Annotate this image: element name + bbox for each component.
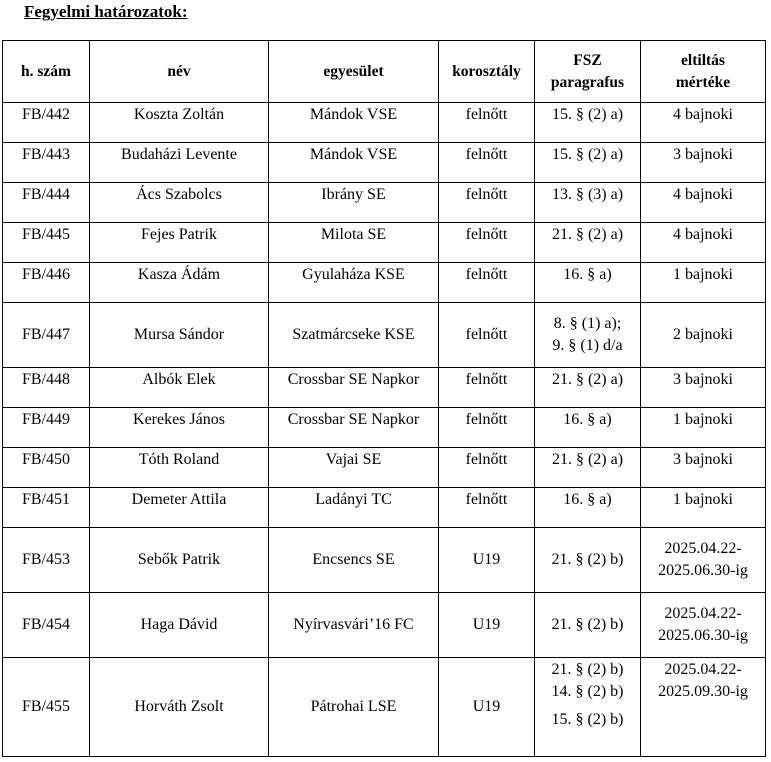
cell-number: FB/455 xyxy=(3,658,90,757)
cell-penalty: 2 bajnoki xyxy=(641,303,766,368)
cell-age-group: felnőtt xyxy=(439,303,535,368)
cell-paragraph: 16. § a) xyxy=(535,263,641,303)
cell-club: Mándok VSE xyxy=(269,143,439,183)
cell-age-group: felnőtt xyxy=(439,183,535,223)
cell-number: FB/453 xyxy=(3,528,90,593)
cell-name: Sebők Patrik xyxy=(90,528,269,593)
cell-number: FB/451 xyxy=(3,488,90,528)
header-club: egyesület xyxy=(269,41,439,103)
cell-penalty: 3 bajnoki xyxy=(641,368,766,408)
cell-age-group: felnőtt xyxy=(439,223,535,263)
table-row xyxy=(3,658,766,757)
disciplinary-table xyxy=(2,40,766,757)
cell-penalty: 2025.04.22- 2025.06.30-ig xyxy=(641,528,766,593)
table-row xyxy=(3,593,766,658)
table-row xyxy=(3,488,766,528)
cell-paragraph: 16. § a) xyxy=(535,488,641,528)
page-title: Fegyelmi határozatok: xyxy=(24,2,188,21)
cell-penalty: 4 bajnoki xyxy=(641,223,766,263)
table-row xyxy=(3,448,766,488)
cell-paragraph: 21. § (2) a) xyxy=(535,448,641,488)
cell-paragraph: 21. § (2) b) xyxy=(535,528,641,593)
header-name: név xyxy=(90,41,269,103)
table-row xyxy=(3,143,766,183)
table-row xyxy=(3,408,766,448)
cell-penalty: 3 bajnoki xyxy=(641,448,766,488)
cell-name: Kerekes János xyxy=(90,408,269,448)
cell-penalty: 4 bajnoki xyxy=(641,103,766,143)
cell-number: FB/443 xyxy=(3,143,90,183)
cell-club: Vajai SE xyxy=(269,448,439,488)
cell-name: Haga Dávid xyxy=(90,593,269,658)
cell-number: FB/447 xyxy=(3,303,90,368)
table-row xyxy=(3,103,766,143)
cell-penalty: 1 bajnoki xyxy=(641,488,766,528)
cell-number: FB/446 xyxy=(3,263,90,303)
cell-age-group: U19 xyxy=(439,593,535,658)
cell-club: Gyulaháza KSE xyxy=(269,263,439,303)
cell-club: Crossbar SE Napkor xyxy=(269,408,439,448)
cell-number: FB/449 xyxy=(3,408,90,448)
cell-paragraph: 15. § (2) a) xyxy=(535,103,641,143)
cell-paragraph: 21. § (2) b) 14. § (2) b) 15. § (2) b) xyxy=(535,658,641,757)
cell-paragraph: 21. § (2) a) xyxy=(535,368,641,408)
cell-penalty: 2025.04.22- 2025.06.30-ig xyxy=(641,593,766,658)
cell-number: FB/445 xyxy=(3,223,90,263)
table-row xyxy=(3,223,766,263)
cell-age-group: felnőtt xyxy=(439,408,535,448)
cell-penalty: 1 bajnoki xyxy=(641,408,766,448)
cell-age-group: felnőtt xyxy=(439,143,535,183)
cell-age-group: U19 xyxy=(439,658,535,757)
cell-name: Budaházi Levente xyxy=(90,143,269,183)
cell-name: Demeter Attila xyxy=(90,488,269,528)
cell-name: Horváth Zsolt xyxy=(90,658,269,757)
cell-number: FB/444 xyxy=(3,183,90,223)
cell-age-group: felnőtt xyxy=(439,448,535,488)
cell-paragraph: 16. § a) xyxy=(535,408,641,448)
cell-club: Crossbar SE Napkor xyxy=(269,368,439,408)
cell-name: Koszta Zoltán xyxy=(90,103,269,143)
cell-name: Mursa Sándor xyxy=(90,303,269,368)
cell-number: FB/448 xyxy=(3,368,90,408)
cell-number: FB/454 xyxy=(3,593,90,658)
cell-paragraph: 21. § (2) a) xyxy=(535,223,641,263)
header-age-group: korosztály xyxy=(439,41,535,103)
cell-penalty: 4 bajnoki xyxy=(641,183,766,223)
cell-paragraph: 13. § (3) a) xyxy=(535,183,641,223)
cell-club: Pátrohai LSE xyxy=(269,658,439,757)
cell-paragraph: 21. § (2) b) xyxy=(535,593,641,658)
cell-club: Milota SE xyxy=(269,223,439,263)
cell-age-group: U19 xyxy=(439,528,535,593)
cell-number: FB/442 xyxy=(3,103,90,143)
cell-age-group: felnőtt xyxy=(439,368,535,408)
cell-age-group: felnőtt xyxy=(439,488,535,528)
header-number: h. szám xyxy=(3,41,90,103)
header-paragraph: FSZ paragrafus xyxy=(535,41,641,103)
cell-name: Kasza Ádám xyxy=(90,263,269,303)
cell-name: Fejes Patrik xyxy=(90,223,269,263)
table-header-row xyxy=(3,41,766,103)
cell-paragraph: 15. § (2) a) xyxy=(535,143,641,183)
header-penalty: eltiltás mértéke xyxy=(641,41,766,103)
table-row xyxy=(3,303,766,368)
cell-age-group: felnőtt xyxy=(439,103,535,143)
cell-name: Ács Szabolcs xyxy=(90,183,269,223)
cell-number: FB/450 xyxy=(3,448,90,488)
cell-club: Szatmárcseke KSE xyxy=(269,303,439,368)
cell-name: Albók Elek xyxy=(90,368,269,408)
table-row xyxy=(3,183,766,223)
cell-paragraph: 8. § (1) a); 9. § (1) d/a xyxy=(535,303,641,368)
cell-club: Mándok VSE xyxy=(269,103,439,143)
cell-name: Tóth Roland xyxy=(90,448,269,488)
cell-age-group: felnőtt xyxy=(439,263,535,303)
cell-penalty: 3 bajnoki xyxy=(641,143,766,183)
table-row xyxy=(3,263,766,303)
cell-club: Ibrány SE xyxy=(269,183,439,223)
cell-penalty: 2025.04.22- 2025.09.30-ig xyxy=(641,658,766,757)
table-row xyxy=(3,528,766,593)
cell-club: Ladányi TC xyxy=(269,488,439,528)
cell-penalty: 1 bajnoki xyxy=(641,263,766,303)
table-row xyxy=(3,368,766,408)
cell-club: Nyírvasvári’16 FC xyxy=(269,593,439,658)
cell-club: Encsencs SE xyxy=(269,528,439,593)
